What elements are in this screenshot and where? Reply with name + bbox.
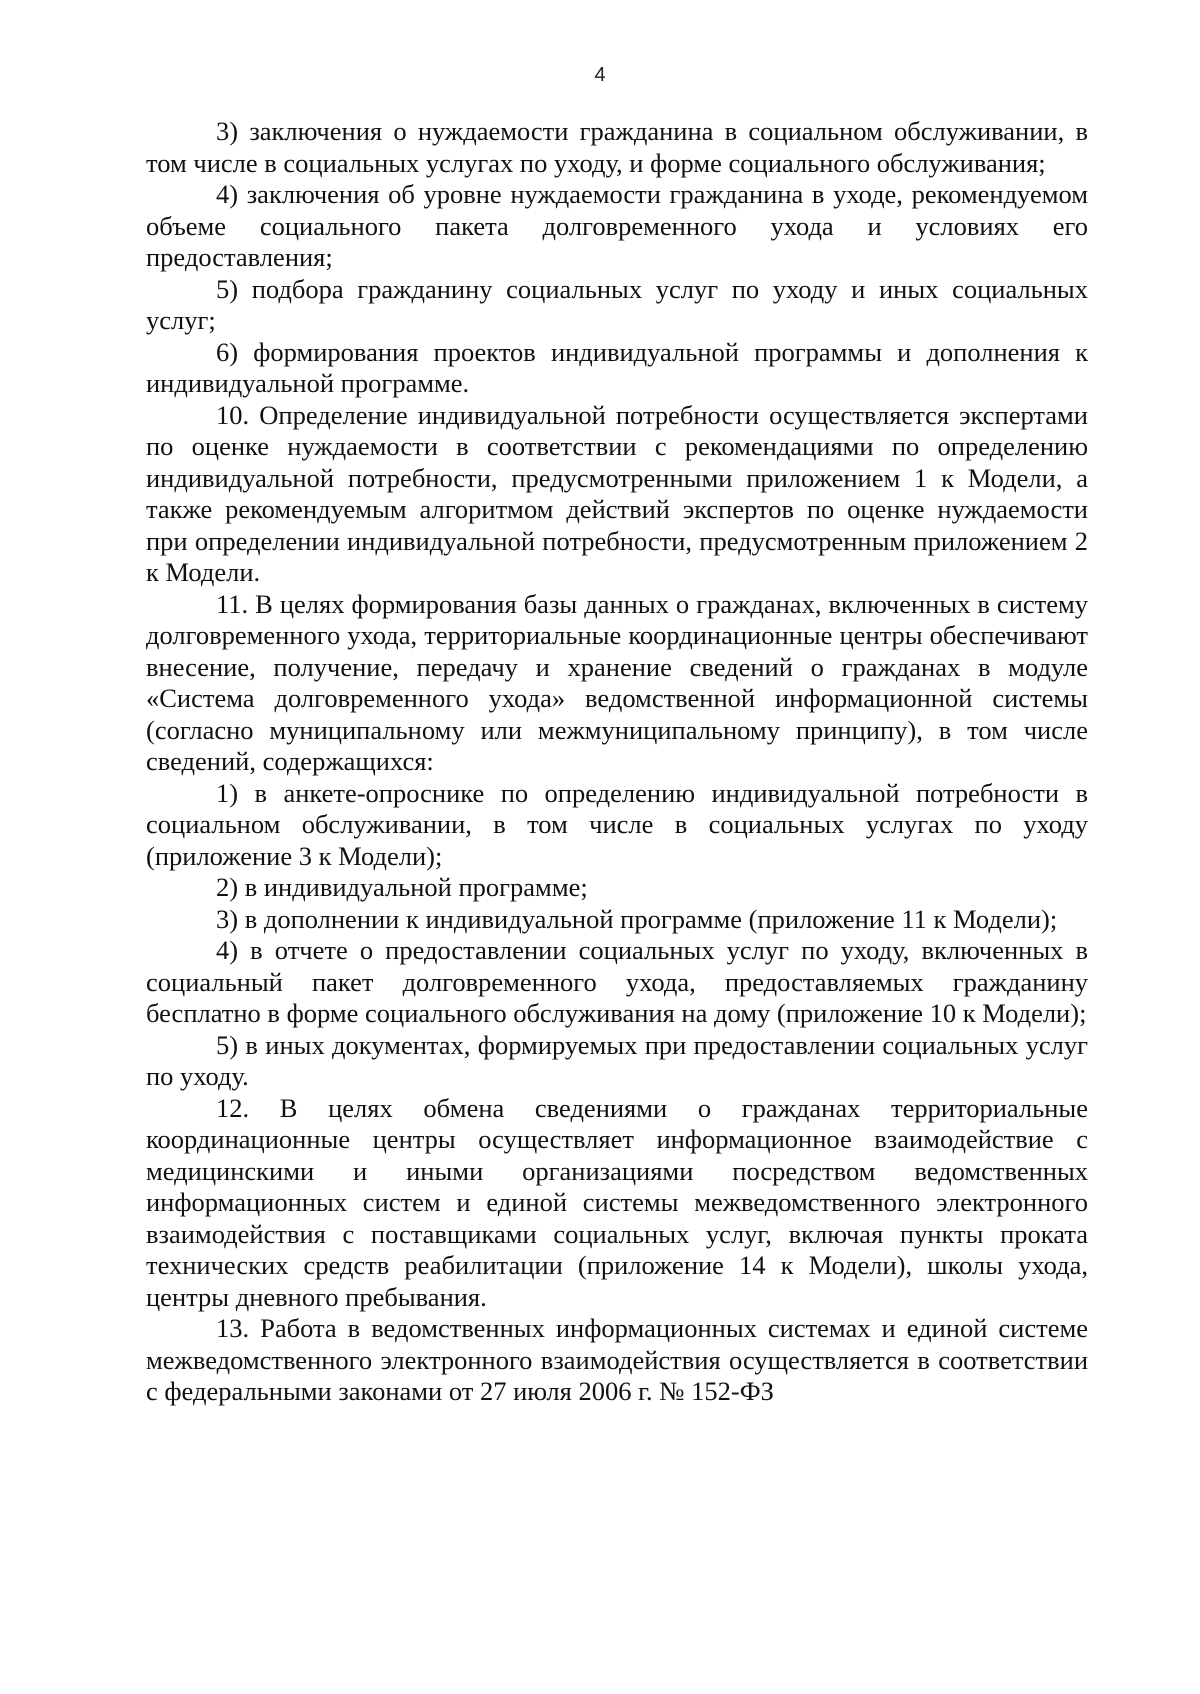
page-number: 4 [594,64,606,86]
document-body [146,116,1088,1408]
paragraph-item-3: 3) заключения о нуждаемости гражданина в социальном обслуживании, в том числе в социальных услугах по уходу, и форме социального обслуживания; [146,116,1088,178]
paragraph-item-6: 6) формирования проектов индивидуальной программы и дополнения к индивидуальной программе. [146,336,1088,398]
paragraph-clause-10: 10. Определение индивидуальной потребности осуществляется экспертами по оценке нуждаемости в соответствии с рекомендациями по определению индивидуальной потребности, предусмотренными приложением 1 к Модели, а также рекомендуемым алгоритмом действий экспертов по оценке нуждаемости при определении индивидуальной потребности, предусмотренным приложением 2 к Модели. [146,399,1088,587]
paragraph-subitem-4: 4) в отчете о предоставлении социальных услуг по уходу, включенных в социальный пакет долговременного ухода, предоставляемых гражданину бесплатно в форме социального обслуживания на дому (приложение 10 к Модели); [146,935,1088,1028]
paragraph-item-5: 5) подбора гражданину социальных услуг по уходу и иных социальных услуг; [146,273,1088,335]
paragraph-clause-11: 11. В целях формирования базы данных о гражданах, включенных в систему долговременного ухода, территориальные координационные центры обеспечивают внесение, получение, передачу и хранение сведений о гражданах в модуле «Система долговременного ухода» ведомственной информационной системы (согласно муниципальному или межмуниципальному принципу), в том числе сведений, содержащихся: [146,588,1088,776]
paragraph-item-4: 4) заключения об уровне нуждаемости гражданина в уходе, рекомендуемом объеме социального пакета долговременного ухода и условиях его предоставления; [146,179,1088,272]
paragraph-clause-13: 13. Работа в ведомственных информационных системах и единой системе межведомственного электронного взаимодействия осуществляется в соответствии с федеральными законами от 27 июля 2006 г. № 152-ФЗ [146,1313,1088,1406]
paragraph-subitem-3: 3) в дополнении к индивидуальной программе (приложение 11 к Модели); [216,903,1058,934]
paragraph-subitem-1: 1) в анкете-опроснике по определению индивидуальной потребности в социальном обслуживании, в том числе в социальных услугах по уходу (приложение 3 к Модели); [146,777,1088,871]
paragraph-clause-12: 12. В целях обмена сведениями о гражданах территориальные координационные центры осуществляет информационное взаимодействие с медицинскими и иными организациями посредством ведомственных информационных систем и единой системы межведомственного электронного взаимодействия с поставщиками социальных услуг, включая пункты проката технических средств реабилитации (приложение 14 к Модели), школы ухода, центры дневного пребывания. [146,1092,1088,1312]
paragraph-subitem-5: 5) в иных документах, формируемых при предоставлении социальных услуг по уходу. [146,1029,1088,1091]
paragraph-subitem-2: 2) в индивидуальной программе; [216,872,588,902]
